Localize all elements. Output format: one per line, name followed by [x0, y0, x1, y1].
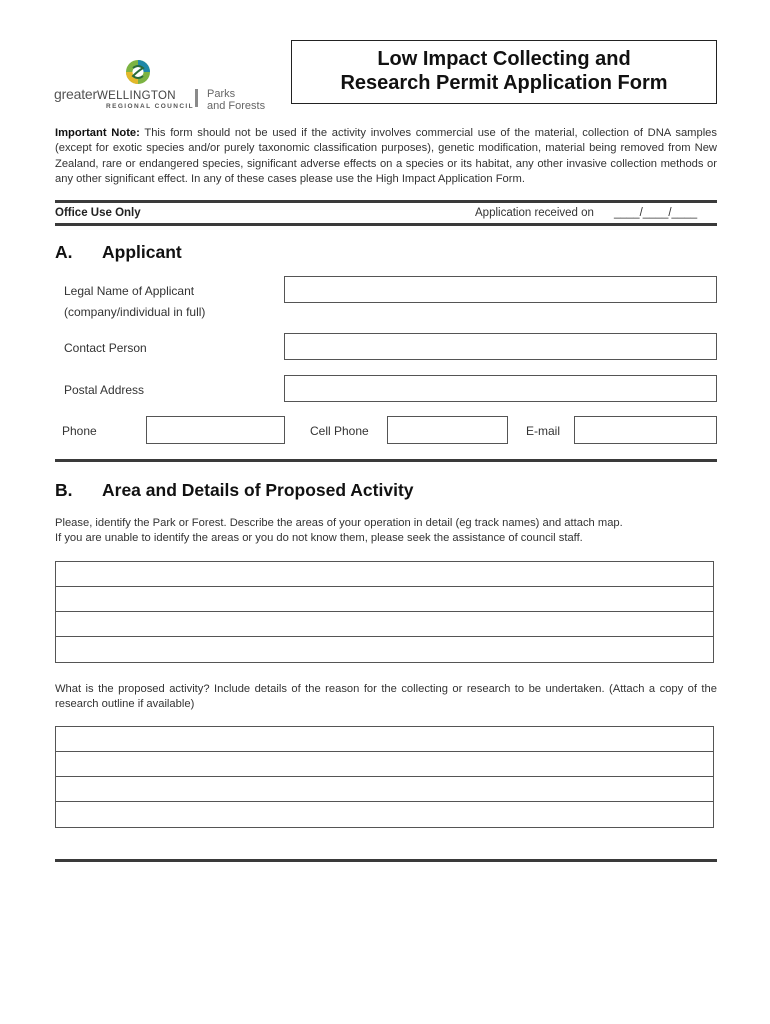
important-note	[55, 126, 717, 188]
activity-details-row[interactable]	[56, 777, 713, 802]
cell-phone-field[interactable]	[387, 416, 508, 444]
divider-bottom	[55, 859, 717, 862]
section-a-title: Applicant	[102, 242, 182, 262]
important-note-text: This form should not be used if the activity involves commercial use of the material, collection of DNA samples (except for exotic species and/or purely taxonomic classification purposes), genetic modification, material being removed from New Zealand, rare or endangered species, significant adverse effects on a species or its habitat, any other invasive collection methods or any other significant effect. In any of these cases please use the High Impact Application Form.	[55, 127, 718, 186]
legal-name-sublabel: (company/individual in full)	[64, 305, 206, 319]
office-use-label: Office Use Only	[55, 207, 141, 219]
contact-person-label: Contact Person	[64, 341, 147, 355]
form-title-line2: Research Permit Application Form	[340, 72, 668, 94]
activity-details-row[interactable]	[56, 802, 713, 827]
activity-question: What is the proposed activity? Include details of the reason for the collecting or research to be undertaken. (Attach a copy of the research outline if available)	[55, 683, 717, 711]
logo-parks-forests	[207, 88, 265, 112]
cell-phone-label: Cell Phone	[310, 424, 369, 438]
logo-word-wellington: WELLINGTON	[96, 90, 176, 102]
logo-wordmark	[54, 86, 176, 102]
area-details-row[interactable]	[56, 612, 713, 637]
contact-person-field[interactable]	[284, 333, 717, 360]
area-details-row[interactable]	[56, 637, 713, 662]
application-received-label: Application received on	[475, 207, 594, 219]
area-instructions	[55, 516, 717, 547]
logo-subline: REGIONAL COUNCIL	[106, 103, 195, 110]
logo-parks-line1: Parks	[207, 88, 236, 100]
email-field[interactable]	[574, 416, 717, 444]
section-a-letter: A.	[55, 242, 73, 262]
area-details-grid	[55, 561, 714, 663]
area-details-row[interactable]	[56, 562, 713, 587]
council-logo-icon	[124, 58, 152, 86]
postal-address-field[interactable]	[284, 375, 717, 402]
application-received-date: ____/____/____	[614, 207, 698, 219]
activity-details-row[interactable]	[56, 727, 713, 752]
activity-details-row[interactable]	[56, 752, 713, 777]
divider-section-a	[55, 459, 717, 462]
area-instructions-line2: If you are unable to identify the areas or you do not know them, please seek the assistance of council staff.	[55, 532, 583, 545]
activity-details-grid	[55, 726, 714, 828]
legal-name-field[interactable]	[284, 276, 717, 303]
form-title-line1: Low Impact Collecting and	[377, 48, 631, 70]
form-title	[291, 40, 717, 104]
postal-address-label: Postal Address	[64, 383, 145, 397]
area-details-row[interactable]	[56, 587, 713, 612]
important-note-label: Important Note:	[55, 127, 140, 139]
phone-label: Phone	[62, 424, 97, 438]
logo-word-greater: greater	[54, 86, 97, 102]
logo-divider	[195, 89, 198, 107]
email-label: E-mail	[526, 424, 561, 438]
logo-parks-line2: and Forests	[207, 100, 266, 112]
area-instructions-line1: Please, identify the Park or Forest. Describe the areas of your operation in detail (eg track names) and attach map.	[55, 517, 623, 529]
divider-office-bottom	[55, 223, 717, 226]
phone-field[interactable]	[146, 416, 285, 444]
divider-top	[55, 200, 717, 203]
section-b-title: Area and Details of Proposed Activity	[102, 480, 414, 500]
legal-name-label: Legal Name of Applicant	[64, 284, 195, 298]
section-b-letter: B.	[55, 480, 73, 500]
